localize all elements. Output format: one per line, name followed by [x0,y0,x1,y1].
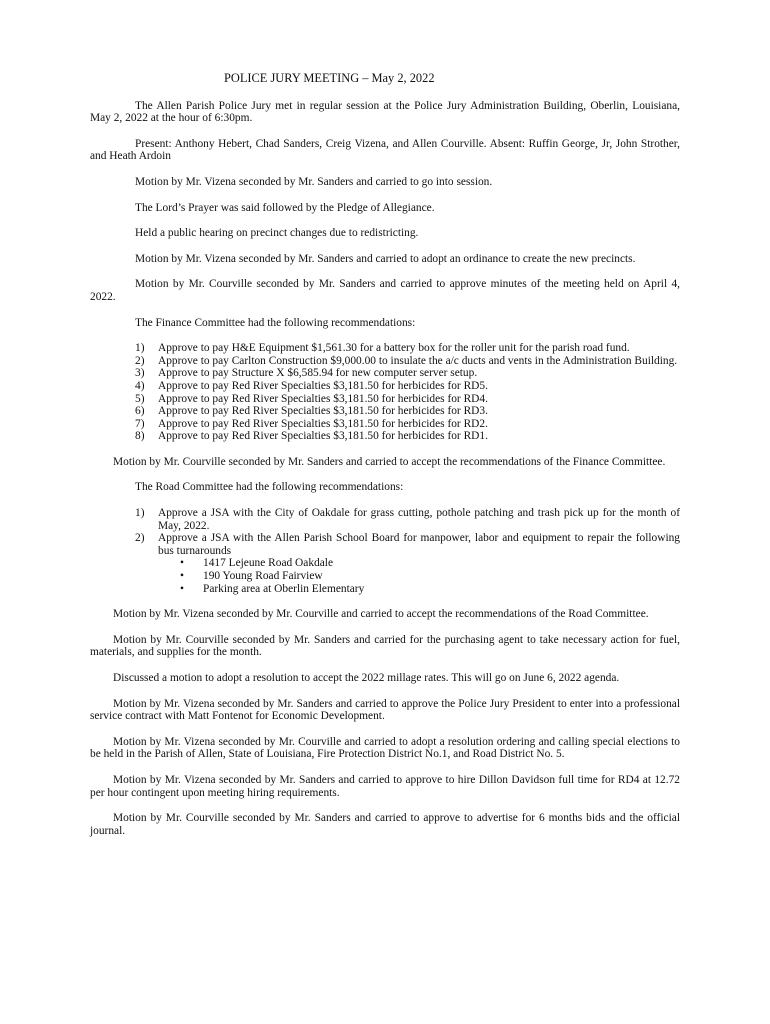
item-number: 2) [135,354,145,367]
list-item [90,405,680,418]
advertise-paragraph: Motion by Mr. Courville seconded by Mr. Sanders and carried to approve to advertise for 6 months bids and the official journal. [90,812,680,837]
minutes-paragraph: Motion by Mr. Courville seconded by Mr. Sanders and carried to approve minutes of the meeting held on April 4, 2022. [90,278,680,303]
purchasing-paragraph: Motion by Mr. Courville seconded by Mr. Sanders and carried for the purchasing agent to take necessary action for fuel, materials, and supplies for the month. [90,633,680,659]
attendance-paragraph: Present: Anthony Hebert, Chad Sanders, Creig Vizena, and Allen Courville. Absent: Ruffin George, Jr, John Strother, and Heath Ardoin [90,137,680,163]
bullet-item [158,570,680,583]
list-item [90,418,680,431]
page-title: POLICE JURY MEETING – May 2, 2022 [224,71,435,85]
list-item [90,342,680,355]
item-number: 1) [135,342,145,355]
document-page [90,72,680,850]
bullet-item [158,557,680,570]
list-item [90,393,680,406]
item-text: Approve to pay H&E Equipment $1,561.30 for a battery box for the roller unit for the parish road fund. [158,342,630,355]
item-text: Approve to pay Carlton Construction $9,000.00 to insulate the a/c ducts and vents in the Administration Building. [158,354,678,367]
finance-recommendations-list [90,342,680,443]
item-text: Approve to pay Red River Specialties $3,181.50 for herbicides for RD4. [158,392,488,405]
motion-session-paragraph: Motion by Mr. Vizena seconded by Mr. Sanders and carried to go into session. [135,175,493,188]
bullet-icon: • [180,557,184,570]
list-item [90,430,680,443]
item-number: 5) [135,392,145,405]
millage-paragraph: Discussed a motion to adopt a resolution to accept the 2022 millage rates. This will go on June 6, 2022 agenda. [113,672,620,684]
item-text: Approve to pay Structure X $6,585.94 for new computer server setup. [158,367,478,380]
item-number: 7) [135,417,145,430]
list-item [90,507,680,532]
item-number: 6) [135,405,145,418]
contract-paragraph: Motion by Mr. Vizena seconded by Mr. Sanders and carried to approve the Police Jury President to enter into a professional service contract with Matt Fontenot for Economic Development. [90,697,680,723]
bullet-icon: • [180,570,184,583]
item-text: Approve to pay Red River Specialties $3,181.50 for herbicides for RD1. [158,430,488,443]
list-item [90,367,680,380]
finance-intro-paragraph: The Finance Committee had the following recommendations: [135,316,416,329]
item-number: 4) [135,379,145,392]
item-number: 3) [135,367,145,380]
finance-accept-paragraph: Motion by Mr. Courville seconded by Mr. Sanders and carried to accept the recommendations of the Finance Committee. [113,455,666,468]
item-text: Approve to pay Red River Specialties $3,181.50 for herbicides for RD5. [158,379,488,392]
bus-turnarounds-list [158,557,680,595]
item-text: Approve a JSA with the Allen Parish School Board for manpower, labor and equipment to repair the following bus turnarounds [158,532,680,557]
ordinance-paragraph: Motion by Mr. Vizena seconded by Mr. Sanders and carried to adopt an ordinance to create the new precincts. [135,252,636,265]
bullet-item [158,583,680,596]
prayer-paragraph: The Lord’s Prayer was said followed by the Pledge of Allegiance. [135,201,435,214]
list-item [90,380,680,393]
bullet-icon: • [180,582,184,595]
road-intro-paragraph: The Road Committee had the following recommendations: [135,481,404,494]
opening-paragraph: The Allen Parish Police Jury met in regular session at the Police Jury Administration Building, Oberlin, Louisiana, May 2, 2022 at the hour of 6:30pm. [90,99,680,125]
elections-paragraph: Motion by Mr. Vizena seconded by Mr. Courville and carried to adopt a resolution ordering and calling special elections to be held in the Parish of Allen, State of Louisiana, Fire Protection District No.1, and Road District No. 5. [90,735,680,761]
list-item [90,532,680,595]
hire-paragraph: Motion by Mr. Vizena seconded by Mr. Sanders and carried to approve to hire Dillon Davidson full time for RD4 at 12.72 per hour contingent upon meeting hiring requirements. [90,773,680,799]
item-text: Approve to pay Red River Specialties $3,181.50 for herbicides for RD2. [158,417,488,430]
road-recommendations-list [90,507,680,595]
item-number: 8) [135,430,145,443]
item-number: 1) [135,507,145,520]
road-accept-paragraph: Motion by Mr. Vizena seconded by Mr. Courville and carried to accept the recommendations of the Road Committee. [113,608,649,621]
bullet-text: Parking area at Oberlin Elementary [203,582,365,595]
item-text: Approve a JSA with the City of Oakdale for grass cutting, pothole patching and trash pick up for the month of May, 2022. [158,507,680,532]
item-number: 2) [135,532,145,545]
item-text: Approve to pay Red River Specialties $3,181.50 for herbicides for RD3. [158,405,488,418]
bullet-text: 190 Young Road Fairview [203,570,323,583]
public-hearing-paragraph: Held a public hearing on precinct changes due to redistricting. [135,227,419,240]
list-item [90,355,680,368]
bullet-text: 1417 Lejeune Road Oakdale [203,557,333,570]
